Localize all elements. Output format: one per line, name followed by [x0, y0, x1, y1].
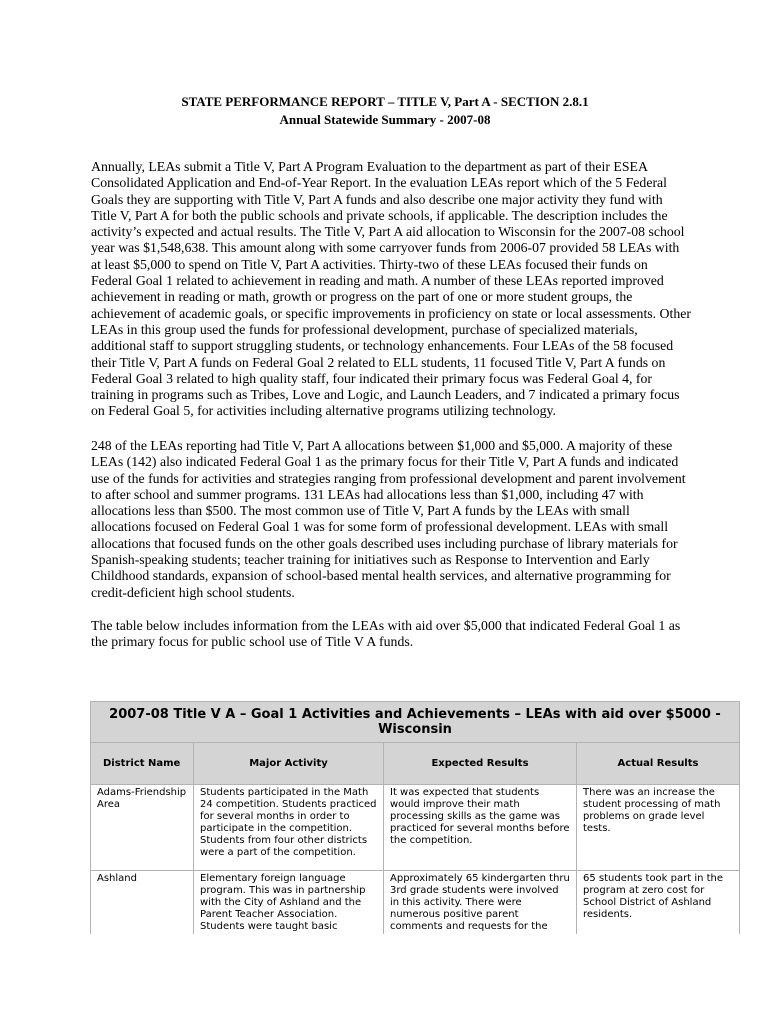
- paragraph-2: 248 of the LEAs reporting had Title V, Part A allocations between $1,000 and $5,000. A majority of these LEAs (142) also indicated Federal Goal 1 as the primary focus for their Title V, Part A funds and indicated use of the funds for activities and strategies ranging from professional development and parent involvement to after school and summer programs. 131 LEAs had allocations less than $1,000, including 47 with allocations less than $500. The most common use of Title V, Part A funds by the LEAs with small allocations focused on Federal Goal 1 was for some form of professional development. LEAs with small allocations that focused funds on the other goals described uses including purchase of library materials for Spanish-speaking students; teacher training for initiatives such as Response to Intervention and Early Childhood standards, expansion of school-based mental health services, and alternative programming for credit-deficient high school students.: [91, 438, 686, 600]
- paragraph-3: The table below includes information from the LEAs with aid over $5,000 that indicated Federal Goal 1 as the primary focus for public school use of Title V A funds.: [91, 618, 681, 650]
- activity-cell: [194, 871, 384, 935]
- column-header-actual: Actual Results: [577, 743, 740, 785]
- goal1-activities-table: [90, 701, 740, 934]
- actual-cell: There was an increase the student processing of math problems on grade level tests.: [577, 785, 740, 871]
- district-cell: [91, 871, 194, 935]
- paragraph-1: Annually, LEAs submit a Title V, Part A Program Evaluation to the department as part of their ESEA Consolidated Application and End-of-Year Report. In the evaluation LEAs report which of the 5 Federal Goals they are supporting with Title V, Part A funds and also describe one major activity they fund with Title V, Part A for both the public schools and private schools, if applicable. The description includes the activity’s expected and actual results. The Title V, Part A aid allocation to Wisconsin for the 2007-08 school year was $1,548,638. This amount along with some carryover funds from 2006-07 provided 58 LEAs with at least $5,000 to spend on Title V, Part A activities. Thirty-two of these LEAs focused their funds on Federal Goal 1 related to achievement in reading and math. A number of these LEAs reported improved achievement in reading or math, growth or progress on the part of one or more student groups, the achievement of academic goals, or specific improvements in proficiency on state or local assessments. Other LEAs in this group used the funds for professional development, purchase of specialized materials, additional staff to support struggling students, or technology enhancements. Four LEAs of the 58 focused their Title V, Part A funds on Federal Goal 2 related to ELL students, 11 focused Title V, Part A funds on Federal Goal 3 related to high quality staff, four indicated their primary focus was Federal Goal 4, for training in programs such as Tribes, Love and Logic, and Launch Leaders, and 7 indicated a primary focus on Federal Goal 5, for activities including alternative programs utilizing technology.: [91, 159, 691, 419]
- column-header-expected: Expected Results: [384, 743, 577, 785]
- table-row: [91, 871, 740, 935]
- report-title: STATE PERFORMANCE REPORT – TITLE V, Part A - SECTION 2.8.1: [181, 94, 589, 109]
- actual-text: 65 students took part in the program at zero cost for School District of Ashland residents.: [583, 873, 724, 920]
- expected-cell: It was expected that students would improve their math processing skills as the game was practiced for several months before the competition.: [384, 785, 577, 871]
- column-header-activity: Major Activity: [194, 743, 384, 785]
- title-block: [0, 93, 770, 129]
- district-cell: Adams-Friendship Area: [91, 785, 194, 871]
- table-title: 2007-08 Title V A – Goal 1 Activities and Achievements – LEAs with aid over $5000 - Wisconsin: [91, 702, 740, 743]
- expected-text: Approximately 65 kindergarten thru 3rd grade students were involved in this activity. There were numerous positive parent comments and requests for the: [390, 873, 570, 931]
- column-header-district: District Name: [91, 743, 194, 785]
- report-subtitle: Annual Statewide Summary - 2007-08: [279, 112, 491, 127]
- district-text: Ashland: [97, 873, 137, 884]
- activity-text: Elementary foreign language program. This was in partnership with the City of Ashland and the Parent Teacher Association. Students were taught basic: [200, 873, 366, 931]
- activity-cell: Students participated in the Math 24 competition. Students practiced for several months in order to participate in the competition. Students from four other districts were a part of the competition.: [194, 785, 384, 871]
- table-row: [91, 785, 740, 871]
- table-header-row: [91, 743, 740, 785]
- actual-cell: [577, 871, 740, 935]
- goal1-table-wrapper: [90, 701, 740, 934]
- expected-cell: [384, 871, 577, 935]
